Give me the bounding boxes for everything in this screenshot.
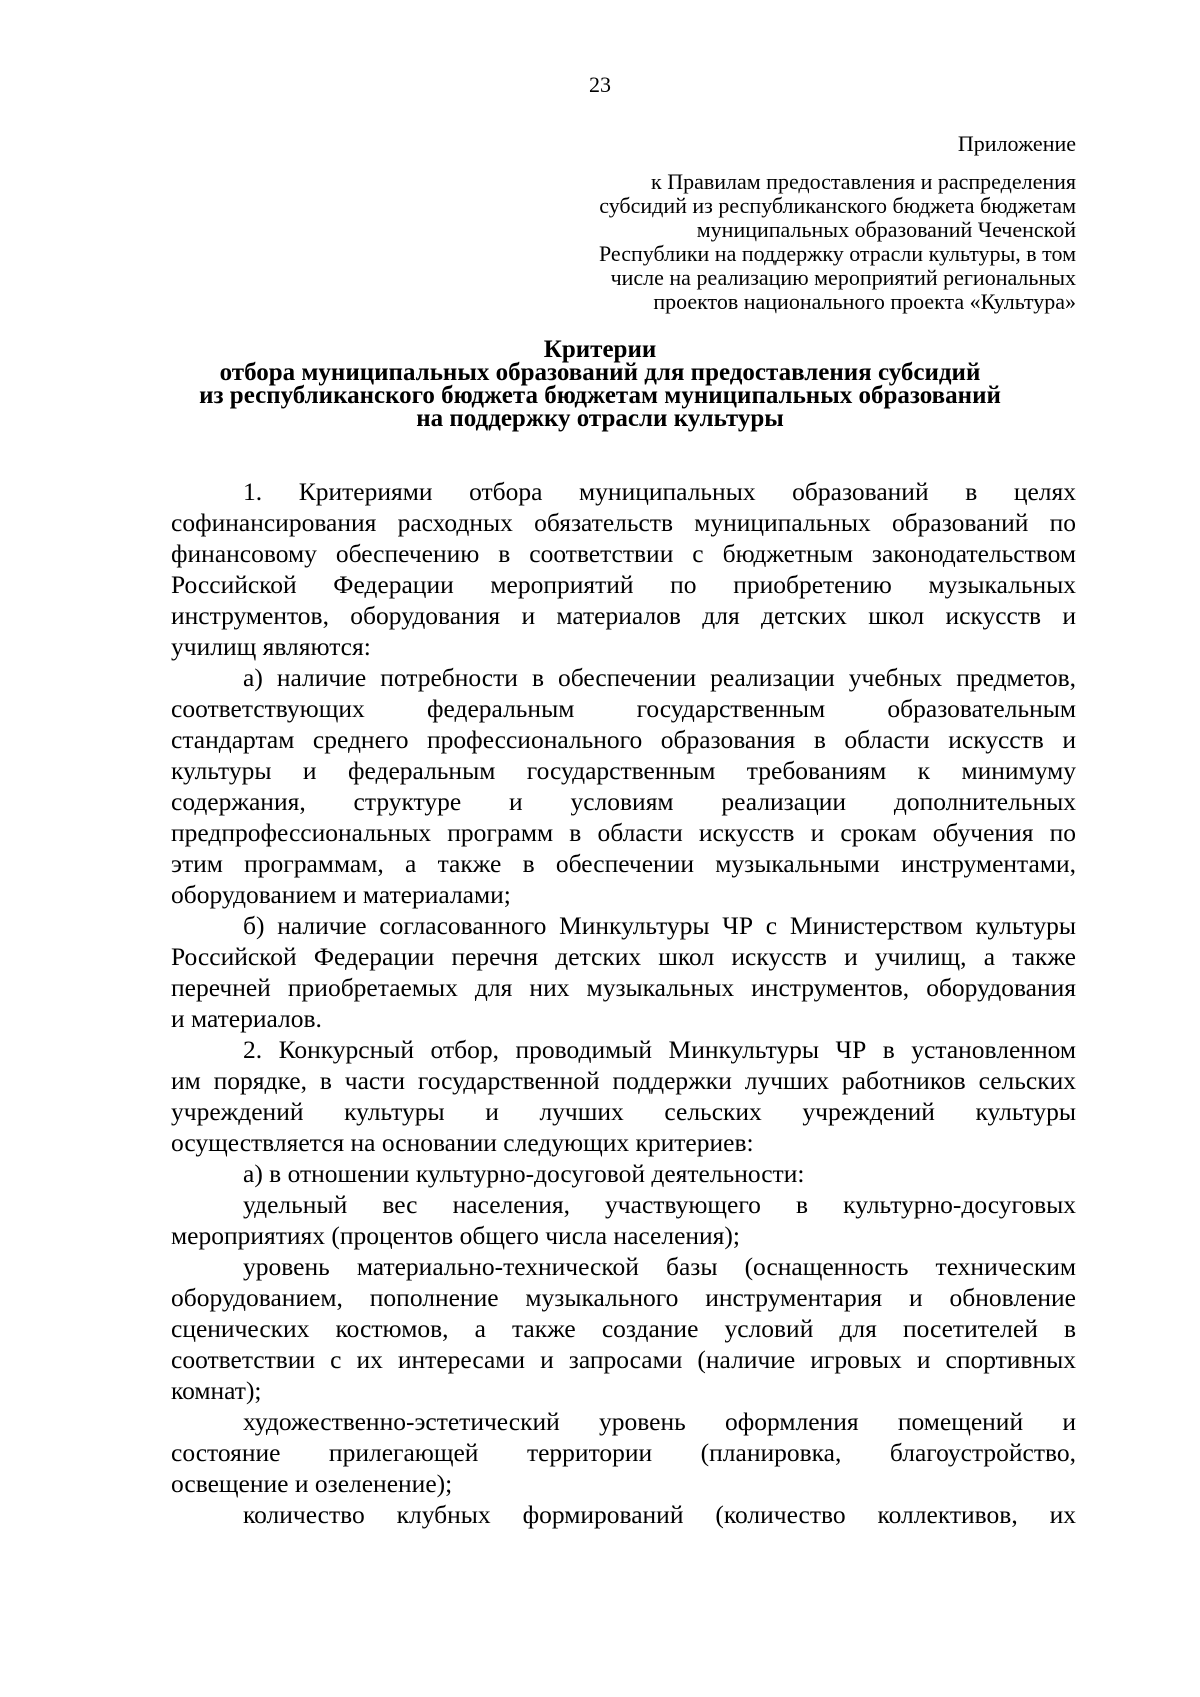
appendix-reference-line: муниципальных образований Чеченской (696, 217, 1076, 242)
body-text-line: б) наличие согласованного Минкультуры ЧР с Министерством культуры (243, 911, 1076, 940)
document-body (171, 476, 1076, 1530)
body-text-line: соответствии с их интересами и запросами (наличие игровых и спортивных (171, 1345, 1076, 1374)
body-text-line: этим программам, а также в обеспечении музыкальными инструментами, (171, 849, 1076, 878)
body-text-line: финансовому обеспечению в соответствии с бюджетным законодательством (171, 539, 1076, 568)
body-text-line: удельный вес населения, участвующего в культурно-досуговых (243, 1190, 1076, 1219)
body-text-line: комнат); (171, 1376, 262, 1405)
appendix-reference-line: субсидий из республиканского бюджета бюджетам (599, 193, 1076, 218)
appendix-reference (516, 170, 1076, 314)
body-text-line: содержания, структуре и условиям реализации дополнительных (171, 787, 1076, 816)
body-text-line: состояние прилегающей территории (планировка, благоустройство, (171, 1438, 1076, 1467)
appendix-reference-line: Республики на поддержку отрасли культуры, в том (598, 241, 1076, 266)
body-text-line: оборудованием, пополнение музыкального инструментария и обновление (171, 1283, 1076, 1312)
title-line: на поддержку отрасли культуры (416, 405, 784, 432)
body-text-line: Российской Федерации перечня детских школ искусств и училищ, а также (171, 942, 1076, 971)
body-text-line: инструментов, оборудования и материалов для детских школ искусств и (171, 601, 1076, 630)
body-text-line: соответствующих федеральным государственным образовательным (171, 694, 1076, 723)
body-text-line: перечней приобретаемых для них музыкальных инструментов, оборудования (171, 973, 1076, 1002)
body-text-line: предпрофессиональных программ в области искусств и срокам обучения по (171, 818, 1076, 847)
body-text-line: осуществляется на основании следующих критериев: (171, 1128, 754, 1157)
body-text-line: стандартам среднего профессионального образования в области искусств и (171, 725, 1076, 754)
appendix-reference-line: числе на реализацию мероприятий региональных (610, 265, 1076, 290)
body-text-line: уровень материально-технической базы (оснащенность техническим (243, 1252, 1076, 1281)
body-text-line: а) в отношении культурно-досуговой деятельности: (243, 1159, 805, 1188)
body-text-line: мероприятиях (процентов общего числа населения); (171, 1221, 740, 1250)
body-text-line: количество клубных формирований (количество коллективов, их (243, 1500, 1076, 1529)
body-text-line: и материалов. (171, 1004, 322, 1033)
body-text-line: сценических костюмов, а также создание условий для посетителей в (171, 1314, 1076, 1343)
title-line: из республиканского бюджета бюджетам муниципальных образований (199, 382, 1001, 409)
document-title (0, 338, 1200, 430)
title-line: отбора муниципальных образований для предоставления субсидий (219, 359, 981, 386)
body-text-line: софинансирования расходных обязательств муниципальных образований по (171, 508, 1076, 537)
body-text-line: культуры и федеральным государственным требованиям к минимуму (171, 756, 1076, 785)
appendix-label: Приложение (957, 131, 1076, 156)
body-text-line: 2. Конкурсный отбор, проводимый Минкультуры ЧР в установленном (243, 1035, 1076, 1064)
page-number: 23 (589, 72, 611, 97)
body-text-line: учреждений культуры и лучших сельских учреждений культуры (171, 1097, 1076, 1126)
body-text-line: училищ являются: (171, 632, 371, 661)
body-text-line: Российской Федерации мероприятий по приобретению музыкальных (171, 570, 1076, 599)
appendix-reference-line: к Правилам предоставления и распределения (651, 169, 1076, 194)
body-text-line: а) наличие потребности в обеспечении реализации учебных предметов, (243, 663, 1076, 692)
body-text-line: оборудованием и материалами; (171, 880, 511, 909)
title-line: Критерии (543, 336, 657, 363)
body-text-line: 1. Критериями отбора муниципальных образований в целях (243, 477, 1076, 506)
body-text-line: им порядке, в части государственной поддержки лучших работников сельских (171, 1066, 1076, 1095)
appendix-reference-line: проектов национального проекта «Культура» (653, 289, 1076, 314)
body-text-line: художественно-эстетический уровень оформления помещений и (243, 1407, 1076, 1436)
body-text-line: освещение и озеленение); (171, 1469, 453, 1498)
